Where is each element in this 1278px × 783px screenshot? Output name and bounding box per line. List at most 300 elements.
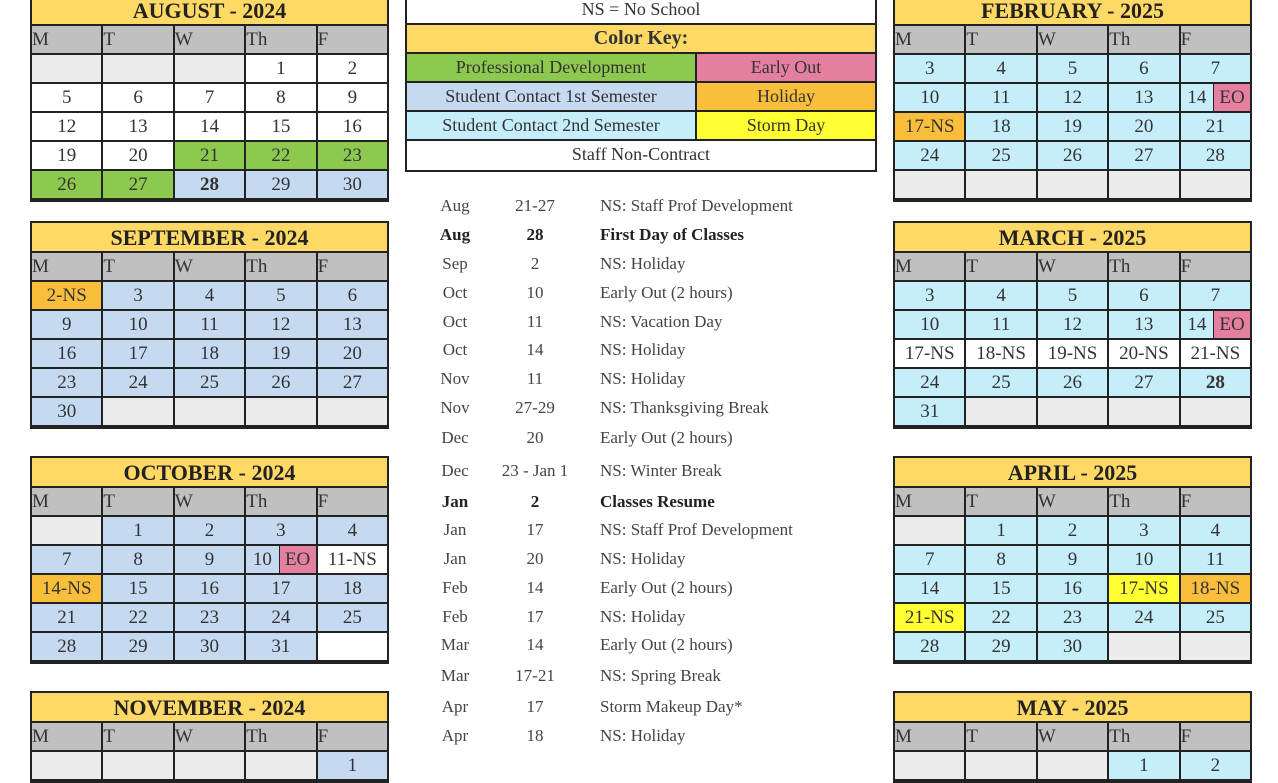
day-cell: [1181, 311, 1250, 340]
event-month: Nov: [440, 369, 470, 388]
day-number: [1181, 398, 1250, 425]
day-number: 7: [1210, 58, 1221, 79]
day-cell: [246, 113, 317, 142]
week-row: [32, 84, 387, 113]
event-date: 20: [526, 549, 544, 568]
day-number: 9: [204, 549, 215, 570]
month-calendar: [30, 691, 389, 783]
event-description: NS: Staff Prof Development: [600, 520, 793, 539]
day-number: [1109, 633, 1178, 660]
day-cell: [32, 171, 103, 200]
day-cell: [1109, 398, 1180, 427]
day-cell: [318, 340, 387, 369]
day-cell: [103, 752, 174, 781]
color-key-row: [407, 54, 875, 83]
day-number: 10: [252, 549, 272, 570]
day-cell: [32, 604, 103, 633]
event-month: Nov: [440, 398, 470, 417]
day-cell: [1181, 142, 1250, 171]
event-description: NS: Holiday: [600, 549, 686, 568]
day-cell: [318, 517, 387, 546]
day-cell: [966, 633, 1037, 662]
day-cell: [1038, 282, 1109, 311]
week-row: [32, 282, 387, 311]
day-number: 18-NS: [976, 343, 1026, 364]
day-number: 3: [1139, 520, 1149, 541]
day-cell: [1109, 517, 1180, 546]
event-row: [405, 398, 875, 424]
weekday-label: Th: [1109, 488, 1180, 517]
week-row: [32, 546, 387, 575]
day-number: 19: [271, 343, 291, 364]
event-row: [405, 196, 875, 222]
day-number: [1038, 171, 1107, 198]
day-cell: [895, 575, 966, 604]
week-row: [32, 340, 387, 369]
week-row: [895, 142, 1250, 171]
weekday-label: M: [895, 723, 966, 752]
event-row: [405, 520, 875, 546]
day-cell: [175, 575, 246, 604]
day-cell: [1181, 604, 1250, 633]
week-row: [895, 517, 1250, 546]
day-number: 4: [996, 58, 1006, 79]
day-number: 25: [200, 372, 220, 393]
day-number: 28: [57, 636, 77, 657]
day-cell: [1109, 142, 1180, 171]
day-cell: [1109, 575, 1180, 604]
day-number: 20: [342, 343, 362, 364]
weekday-label: M: [32, 488, 103, 517]
weekday-label: F: [318, 723, 387, 752]
day-cell: [1181, 340, 1250, 369]
event-date: 2: [530, 492, 540, 511]
day-cell: [895, 55, 966, 84]
day-cell: [175, 113, 246, 142]
weekday-label: W: [1038, 26, 1109, 55]
event-date: 14: [526, 340, 544, 359]
weekday-header: [895, 723, 1250, 752]
day-cell: [32, 142, 103, 171]
day-cell: [246, 398, 317, 427]
week-row: [32, 517, 387, 546]
month-title: NOVEMBER - 2024: [32, 693, 387, 723]
day-cell: [895, 752, 966, 781]
month-calendar: [30, 0, 389, 202]
day-number: 2-NS: [46, 285, 87, 306]
event-month: Dec: [441, 461, 469, 480]
day-cell: [966, 517, 1037, 546]
early-out-badge: EO: [279, 546, 316, 573]
event-row: [405, 369, 875, 395]
day-number: 8: [276, 87, 286, 108]
day-cell: [318, 633, 387, 662]
weekday-label: Th: [246, 488, 317, 517]
event-row: [405, 428, 875, 454]
event-date: 20: [526, 428, 544, 447]
day-cell: [175, 517, 246, 546]
color-key-item: Student Contact 1st Semester: [407, 83, 695, 110]
day-cell: [318, 575, 387, 604]
day-cell: [895, 113, 966, 142]
day-number: 27: [1134, 372, 1154, 393]
day-number: [1181, 171, 1250, 198]
event-description: Early Out (2 hours): [600, 635, 733, 654]
day-number: 26: [1063, 372, 1083, 393]
day-cell: [966, 340, 1037, 369]
day-cell: [103, 113, 174, 142]
day-number: 7: [204, 87, 215, 108]
day-number: 8: [996, 549, 1006, 570]
week-row: [32, 604, 387, 633]
day-number: 16: [1063, 578, 1083, 599]
day-number: 17: [128, 343, 148, 364]
event-row: [405, 225, 875, 251]
week-row: [895, 55, 1250, 84]
weekday-header: [32, 488, 387, 517]
day-cell: [966, 84, 1037, 113]
event-date: 14: [526, 635, 544, 654]
day-number: 4: [1210, 520, 1221, 541]
month-title: SEPTEMBER - 2024: [32, 223, 387, 253]
day-number: 7: [924, 549, 935, 570]
day-number: 16: [57, 343, 77, 364]
day-number: 24: [920, 145, 940, 166]
color-key-row: [407, 83, 875, 112]
week-row: [32, 55, 387, 84]
day-cell: [32, 84, 103, 113]
week-row: [32, 142, 387, 171]
day-cell: [246, 517, 317, 546]
event-row: [405, 635, 875, 661]
day-number: 10: [1134, 549, 1154, 570]
day-number: 2: [204, 520, 215, 541]
day-number: 29: [991, 636, 1011, 657]
day-cell: [1181, 752, 1250, 781]
day-cell: [103, 517, 174, 546]
day-cell: [103, 311, 174, 340]
event-description: Storm Makeup Day*: [600, 697, 743, 716]
event-description: NS: Staff Prof Development: [600, 196, 793, 215]
day-cell: [966, 575, 1037, 604]
day-number: [966, 752, 1035, 779]
day-number: 31: [920, 401, 940, 422]
day-cell: [966, 311, 1037, 340]
day-cell: [246, 546, 317, 575]
day-number: 11: [991, 87, 1011, 108]
day-number: 10: [920, 87, 940, 108]
day-number: 7: [1210, 285, 1221, 306]
event-date: 23 - Jan 1: [501, 461, 569, 480]
day-cell: [1038, 311, 1109, 340]
day-cell: [246, 142, 317, 171]
day-cell: [175, 282, 246, 311]
day-cell: [1038, 55, 1109, 84]
day-number: 10: [920, 314, 940, 335]
day-number: 23: [57, 372, 77, 393]
day-number: 23: [200, 607, 220, 628]
weekday-label: F: [1181, 26, 1250, 55]
day-number: 11: [991, 314, 1011, 335]
weekday-label: F: [318, 26, 387, 55]
week-row: [32, 633, 387, 662]
day-number: [895, 171, 964, 198]
day-cell: [246, 171, 317, 200]
day-cell: [966, 113, 1037, 142]
event-description: First Day of Classes: [600, 225, 745, 244]
day-cell: [318, 142, 387, 171]
day-number: [246, 752, 315, 779]
day-number: 3: [276, 520, 286, 541]
weekday-header: [895, 253, 1250, 282]
event-description: NS: Winter Break: [600, 461, 722, 480]
event-description: NS: Holiday: [600, 254, 686, 273]
event-row: [405, 461, 875, 487]
day-number: 30: [57, 401, 77, 422]
day-number: 12: [271, 314, 291, 335]
day-number: [32, 55, 101, 82]
event-month: Oct: [442, 340, 468, 359]
day-number: [175, 752, 244, 779]
day-cell: [1181, 398, 1250, 427]
day-cell: [32, 113, 103, 142]
day-number: 29: [128, 636, 148, 657]
day-number: [103, 752, 172, 779]
event-description: NS: Holiday: [600, 607, 686, 626]
week-row: [895, 282, 1250, 311]
day-cell: [895, 604, 966, 633]
week-row: [32, 398, 387, 427]
day-cell: [1109, 633, 1180, 662]
day-cell: [895, 633, 966, 662]
day-number: 28: [1205, 145, 1225, 166]
day-cell: [175, 171, 246, 200]
month-calendar: [893, 221, 1252, 429]
day-cell: [1109, 340, 1180, 369]
day-number: 21-NS: [1190, 343, 1241, 364]
day-cell: [1109, 604, 1180, 633]
day-cell: [1109, 84, 1180, 113]
week-row: [895, 84, 1250, 113]
event-date: 17-21: [515, 666, 555, 685]
day-cell: [895, 282, 966, 311]
event-description: NS: Holiday: [600, 369, 686, 388]
day-number: 5: [1067, 58, 1078, 79]
day-cell: [103, 142, 174, 171]
event-description: NS: Vacation Day: [600, 312, 723, 331]
day-number: [32, 752, 101, 779]
event-month: Feb: [442, 607, 468, 626]
day-number: 20-NS: [1119, 343, 1169, 364]
day-number: 13: [1134, 314, 1154, 335]
color-key: [405, 0, 877, 172]
day-number: 24: [1134, 607, 1154, 628]
day-cell: [246, 84, 317, 113]
event-description: Early Out (2 hours): [600, 578, 733, 597]
weekday-label: Th: [1109, 26, 1180, 55]
day-cell: [1181, 633, 1250, 662]
day-cell: [1109, 113, 1180, 142]
day-cell: [32, 398, 103, 427]
month-calendar: [893, 0, 1252, 202]
day-number: 1: [276, 58, 286, 79]
event-month: Oct: [442, 312, 468, 331]
day-cell: [1038, 398, 1109, 427]
color-key-item: Holiday: [695, 83, 875, 110]
week-row: [895, 340, 1250, 369]
day-number: 4: [347, 520, 358, 541]
day-cell: [1038, 340, 1109, 369]
day-number: 14: [920, 578, 940, 599]
day-number: 1: [347, 755, 358, 776]
color-key-row: [407, 112, 875, 141]
day-cell: [1038, 575, 1109, 604]
day-cell: [1181, 517, 1250, 546]
weekday-label: M: [32, 26, 103, 55]
month-calendar: [893, 691, 1252, 783]
day-cell: [966, 282, 1037, 311]
day-number: 27: [342, 372, 362, 393]
day-cell: [1038, 171, 1109, 200]
day-number: 9: [1067, 549, 1078, 570]
day-number: 30: [342, 174, 362, 195]
day-cell: [1038, 604, 1109, 633]
weekday-label: W: [1038, 488, 1109, 517]
day-cell: [895, 142, 966, 171]
day-number: [966, 398, 1035, 425]
day-cell: [966, 369, 1037, 398]
event-month: Aug: [439, 225, 471, 244]
day-number: 6: [1139, 285, 1149, 306]
day-number: 1: [133, 520, 143, 541]
event-description: NS: Holiday: [600, 340, 686, 359]
day-cell: [966, 546, 1037, 575]
day-cell: [895, 84, 966, 113]
day-number: 25: [1205, 607, 1225, 628]
day-number: 3: [133, 285, 143, 306]
day-number: [175, 55, 244, 82]
day-number: 4: [204, 285, 215, 306]
weekday-label: T: [966, 26, 1037, 55]
day-cell: [103, 575, 174, 604]
day-number: 18: [200, 343, 220, 364]
day-cell: [966, 142, 1037, 171]
day-number: 22: [128, 607, 148, 628]
day-number: 11: [200, 314, 219, 335]
day-number: 18-NS: [1190, 578, 1241, 599]
day-cell: [103, 55, 174, 84]
event-row: [405, 340, 875, 366]
day-number: 20: [1134, 116, 1154, 137]
day-cell: [175, 142, 246, 171]
day-number: [318, 633, 387, 660]
day-number: 15: [991, 578, 1011, 599]
event-description: Classes Resume: [600, 492, 715, 511]
event-date: 18: [526, 726, 544, 745]
weekday-label: T: [966, 253, 1037, 282]
day-number: 21: [200, 145, 220, 166]
day-cell: [1109, 311, 1180, 340]
weekday-header: [32, 253, 387, 282]
event-description: NS: Spring Break: [600, 666, 721, 685]
day-cell: [103, 633, 174, 662]
week-row: [895, 369, 1250, 398]
day-cell: [1038, 84, 1109, 113]
day-cell: [966, 398, 1037, 427]
event-row: [405, 697, 875, 723]
day-cell: [1038, 113, 1109, 142]
day-number: 18: [342, 578, 362, 599]
day-number: 12: [1063, 87, 1083, 108]
day-cell: [32, 340, 103, 369]
day-number: 24: [271, 607, 291, 628]
day-number: [1038, 752, 1107, 779]
weekday-label: W: [1038, 723, 1109, 752]
day-number: 5: [1067, 285, 1078, 306]
event-date: 27-29: [515, 398, 555, 417]
early-out-badge: EO: [1213, 84, 1250, 111]
month-title: FEBRUARY - 2025: [895, 0, 1250, 26]
day-number: 17-NS: [904, 116, 955, 137]
week-row: [895, 311, 1250, 340]
event-description: NS: Holiday: [600, 726, 686, 745]
week-row: [895, 752, 1250, 781]
day-number: 10: [128, 314, 148, 335]
day-number: 7: [61, 549, 72, 570]
weekday-label: T: [966, 723, 1037, 752]
day-number: 16: [342, 116, 362, 137]
early-out-badge: EO: [1213, 311, 1250, 338]
day-cell: [1038, 752, 1109, 781]
weekday-label: W: [175, 26, 246, 55]
weekday-label: M: [895, 488, 966, 517]
day-number: 13: [128, 116, 148, 137]
day-cell: [246, 604, 317, 633]
day-number: [318, 398, 387, 425]
week-row: [32, 113, 387, 142]
month-title: AUGUST - 2024: [32, 0, 387, 26]
day-number: [246, 398, 315, 425]
day-number: 3: [924, 285, 935, 306]
week-row: [895, 546, 1250, 575]
event-row: [405, 549, 875, 575]
day-cell: [895, 398, 966, 427]
day-number: 19: [57, 145, 77, 166]
event-month: Aug: [440, 196, 470, 215]
day-number: 12: [57, 116, 77, 137]
day-number: [966, 171, 1035, 198]
day-cell: [32, 546, 103, 575]
day-number: 14-NS: [41, 578, 92, 599]
day-cell: [246, 340, 317, 369]
day-number: [103, 398, 172, 425]
week-row: [895, 604, 1250, 633]
weekday-label: M: [895, 253, 966, 282]
week-row: [895, 398, 1250, 427]
day-number: 23: [1063, 607, 1083, 628]
day-cell: [966, 604, 1037, 633]
event-month: Jan: [441, 492, 469, 511]
day-number: 2: [1210, 755, 1221, 776]
day-cell: [895, 369, 966, 398]
day-cell: [1109, 55, 1180, 84]
day-cell: [175, 752, 246, 781]
day-cell: [1109, 546, 1180, 575]
weekday-label: T: [966, 488, 1037, 517]
day-number: 19-NS: [1047, 343, 1098, 364]
event-date: 11: [526, 312, 544, 331]
day-cell: [1181, 55, 1250, 84]
